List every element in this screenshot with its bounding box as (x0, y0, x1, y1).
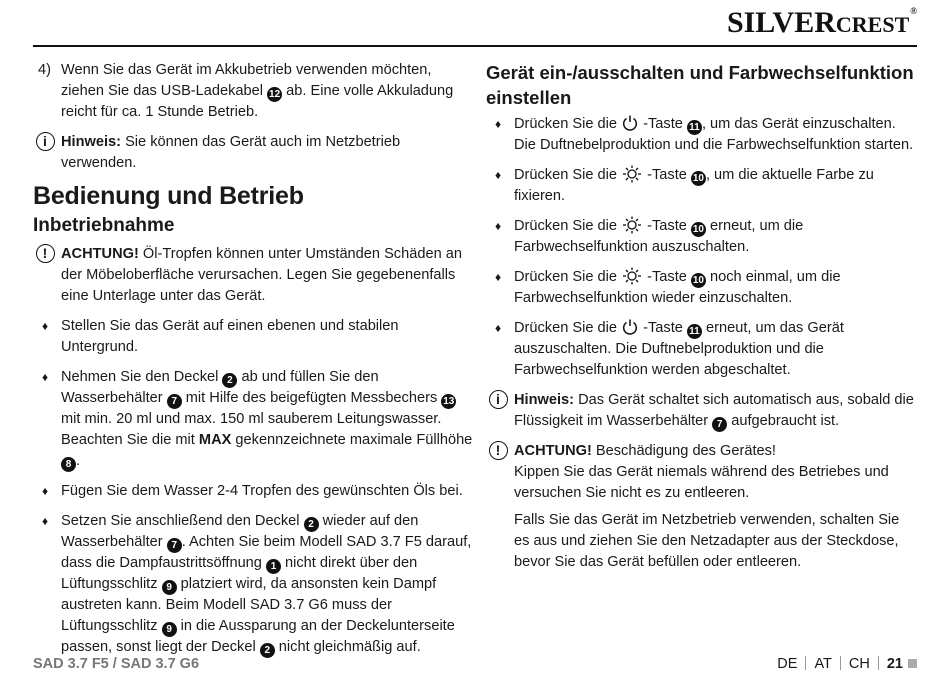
footer-right: DE AT CH 21 (777, 656, 917, 672)
bullet-icon: ♦ (494, 219, 502, 233)
ref-badge: 8 (61, 457, 76, 472)
warning-1: ! ACHTUNG! Öl-Tropfen können unter Umständen Schäden an der Möbeloberfläche verursachen. Legen Sie gegebenenfalls eine Unterlage unter das Gerät. (33, 244, 473, 307)
info-icon: i (36, 132, 55, 151)
note-2: i Hinweis: Das Gerät schaltet sich automatisch aus, sobald die Flüssigkeit im Wasserbehälter 7 aufgebraucht ist. (486, 390, 916, 432)
light-icon (621, 267, 643, 285)
list-item: ♦ Drücken Sie die -Taste 10 , um die aktuelle Farbe zu fixieren. (486, 165, 916, 207)
light-icon (621, 216, 643, 234)
list-item: ♦ Drücken Sie die -Taste 11 erneut, um das Gerät auszuschalten. Die Duftnebelproduktion und die Farbwechselfunktion werden abgeschaltet. (486, 318, 916, 381)
list-item: ♦ Drücken Sie die -Taste 11 , um das Gerät einzuschalten. Die Duftnebelproduktion und die Farbwechselfunktion starten. (486, 114, 916, 156)
list-item: ♦ Drücken Sie die -Taste 10 erneut, um die Farbwechselfunktion auszuschalten. (486, 216, 916, 258)
warning-2: ! ACHTUNG! Beschädigung des Gerätes! Kippen Sie das Gerät niemals während des Betriebes und versuchen Sie nicht es zu entleeren. Falls Sie das Gerät im Netzbetrieb verwenden, schalten Sie es aus und ziehen Sie den Netzadapter aus der Steckdose, bevor Sie das Gerät befüllen oder entleeren. (486, 441, 916, 573)
header-rule (33, 45, 917, 47)
ref-badge: 2 (304, 517, 319, 532)
bullet-icon: ♦ (41, 319, 49, 333)
ref-badge: 13 (443, 396, 455, 407)
bullet-icon: ♦ (41, 484, 49, 498)
ref-badge: 10 (692, 173, 704, 184)
ref-badge: 2 (260, 643, 275, 658)
light-icon (621, 165, 643, 183)
bullet-icon: ♦ (494, 321, 502, 335)
subsection-heading-right: Gerät ein-/ausschalten und Farbwechselfunktion einstellen (486, 62, 914, 108)
list-item: ♦ Nehmen Sie den Deckel 2 ab und füllen Sie den Wasserbehälter 7 mit Hilfe des beigefügten Messbechers 13 mit min. 20 ml und max. 150 ml sauberem Leitungswasser. Beachten Sie die mit MAX gekennzeichnete maximale Füllhöhe 8 . (33, 367, 473, 472)
page-number: 21 (886, 656, 903, 672)
ref-badge: 9 (162, 622, 177, 637)
brand-logo: SILVERCREST® (726, 6, 917, 39)
info-icon: i (489, 390, 508, 409)
ref-badge: 10 (692, 275, 704, 286)
ref-badge: 10 (692, 224, 704, 235)
page-marker (908, 659, 917, 668)
list-item: ♦ Fügen Sie dem Wasser 2-4 Tropfen des gewünschten Öls bei. (33, 481, 473, 502)
list-item: ♦ Drücken Sie die -Taste 10 noch einmal, um die Farbwechselfunktion wieder einzuschalten. (486, 267, 916, 309)
model-label: SAD 3.7 F5 / SAD 3.7 G6 (33, 656, 200, 672)
power-icon (621, 318, 639, 336)
bullet-icon: ♦ (41, 514, 49, 528)
ref-badge: 11 (687, 324, 702, 339)
bullet-icon: ♦ (494, 168, 502, 182)
bullet-icon: ♦ (494, 270, 502, 284)
ref-badge: 7 (167, 394, 182, 409)
ref-badge: 9 (162, 580, 177, 595)
note-1: i Hinweis: Sie können das Gerät auch im Netzbetrieb verwenden. (33, 132, 473, 174)
ref-badge: 12 (269, 89, 281, 100)
warning-icon: ! (489, 441, 508, 460)
bullet-icon: ♦ (41, 370, 49, 384)
bullet-icon: ♦ (494, 117, 502, 131)
list-item: ♦ Stellen Sie das Gerät auf einen ebenen und stabilen Untergrund. (33, 316, 473, 358)
warning-icon: ! (36, 244, 55, 263)
left-column (33, 60, 473, 667)
subsection-heading: Inbetriebnahme (33, 215, 175, 236)
ref-badge: 1 (266, 559, 281, 574)
right-column (486, 60, 916, 582)
ref-badge: 11 (687, 120, 702, 135)
ref-badge: 2 (222, 373, 237, 388)
power-icon (621, 114, 639, 132)
ref-badge: 7 (167, 538, 182, 553)
section-heading: Bedienung und Betrieb (33, 182, 304, 210)
step-4: 4) Wenn Sie das Gerät im Akkubetrieb verwenden möchten, ziehen Sie das USB-Ladekabel 12 ab. Eine volle Akkuladung reicht für ca. 1 Stunde Betrieb. (38, 62, 454, 120)
ref-badge: 7 (712, 417, 727, 432)
list-item: ♦ Setzen Sie anschließend den Deckel 2 wieder auf den Wasserbehälter 7 . Achten Sie beim Modell SAD 3.7 F5 darauf, dass die Dampfaustrittsöffnung 1 nicht direkt über den Lüftungsschlitz 9 platziert wird, da ansonsten kein Dampf austreten kann. Beim Modell SAD 3.7 G6 muss der Lüftungsschlitz 9 in die Aussparung an der Deckelunterseite passen, sonst liegt der Deckel 2 nicht gleichmäßig auf. (33, 511, 473, 658)
